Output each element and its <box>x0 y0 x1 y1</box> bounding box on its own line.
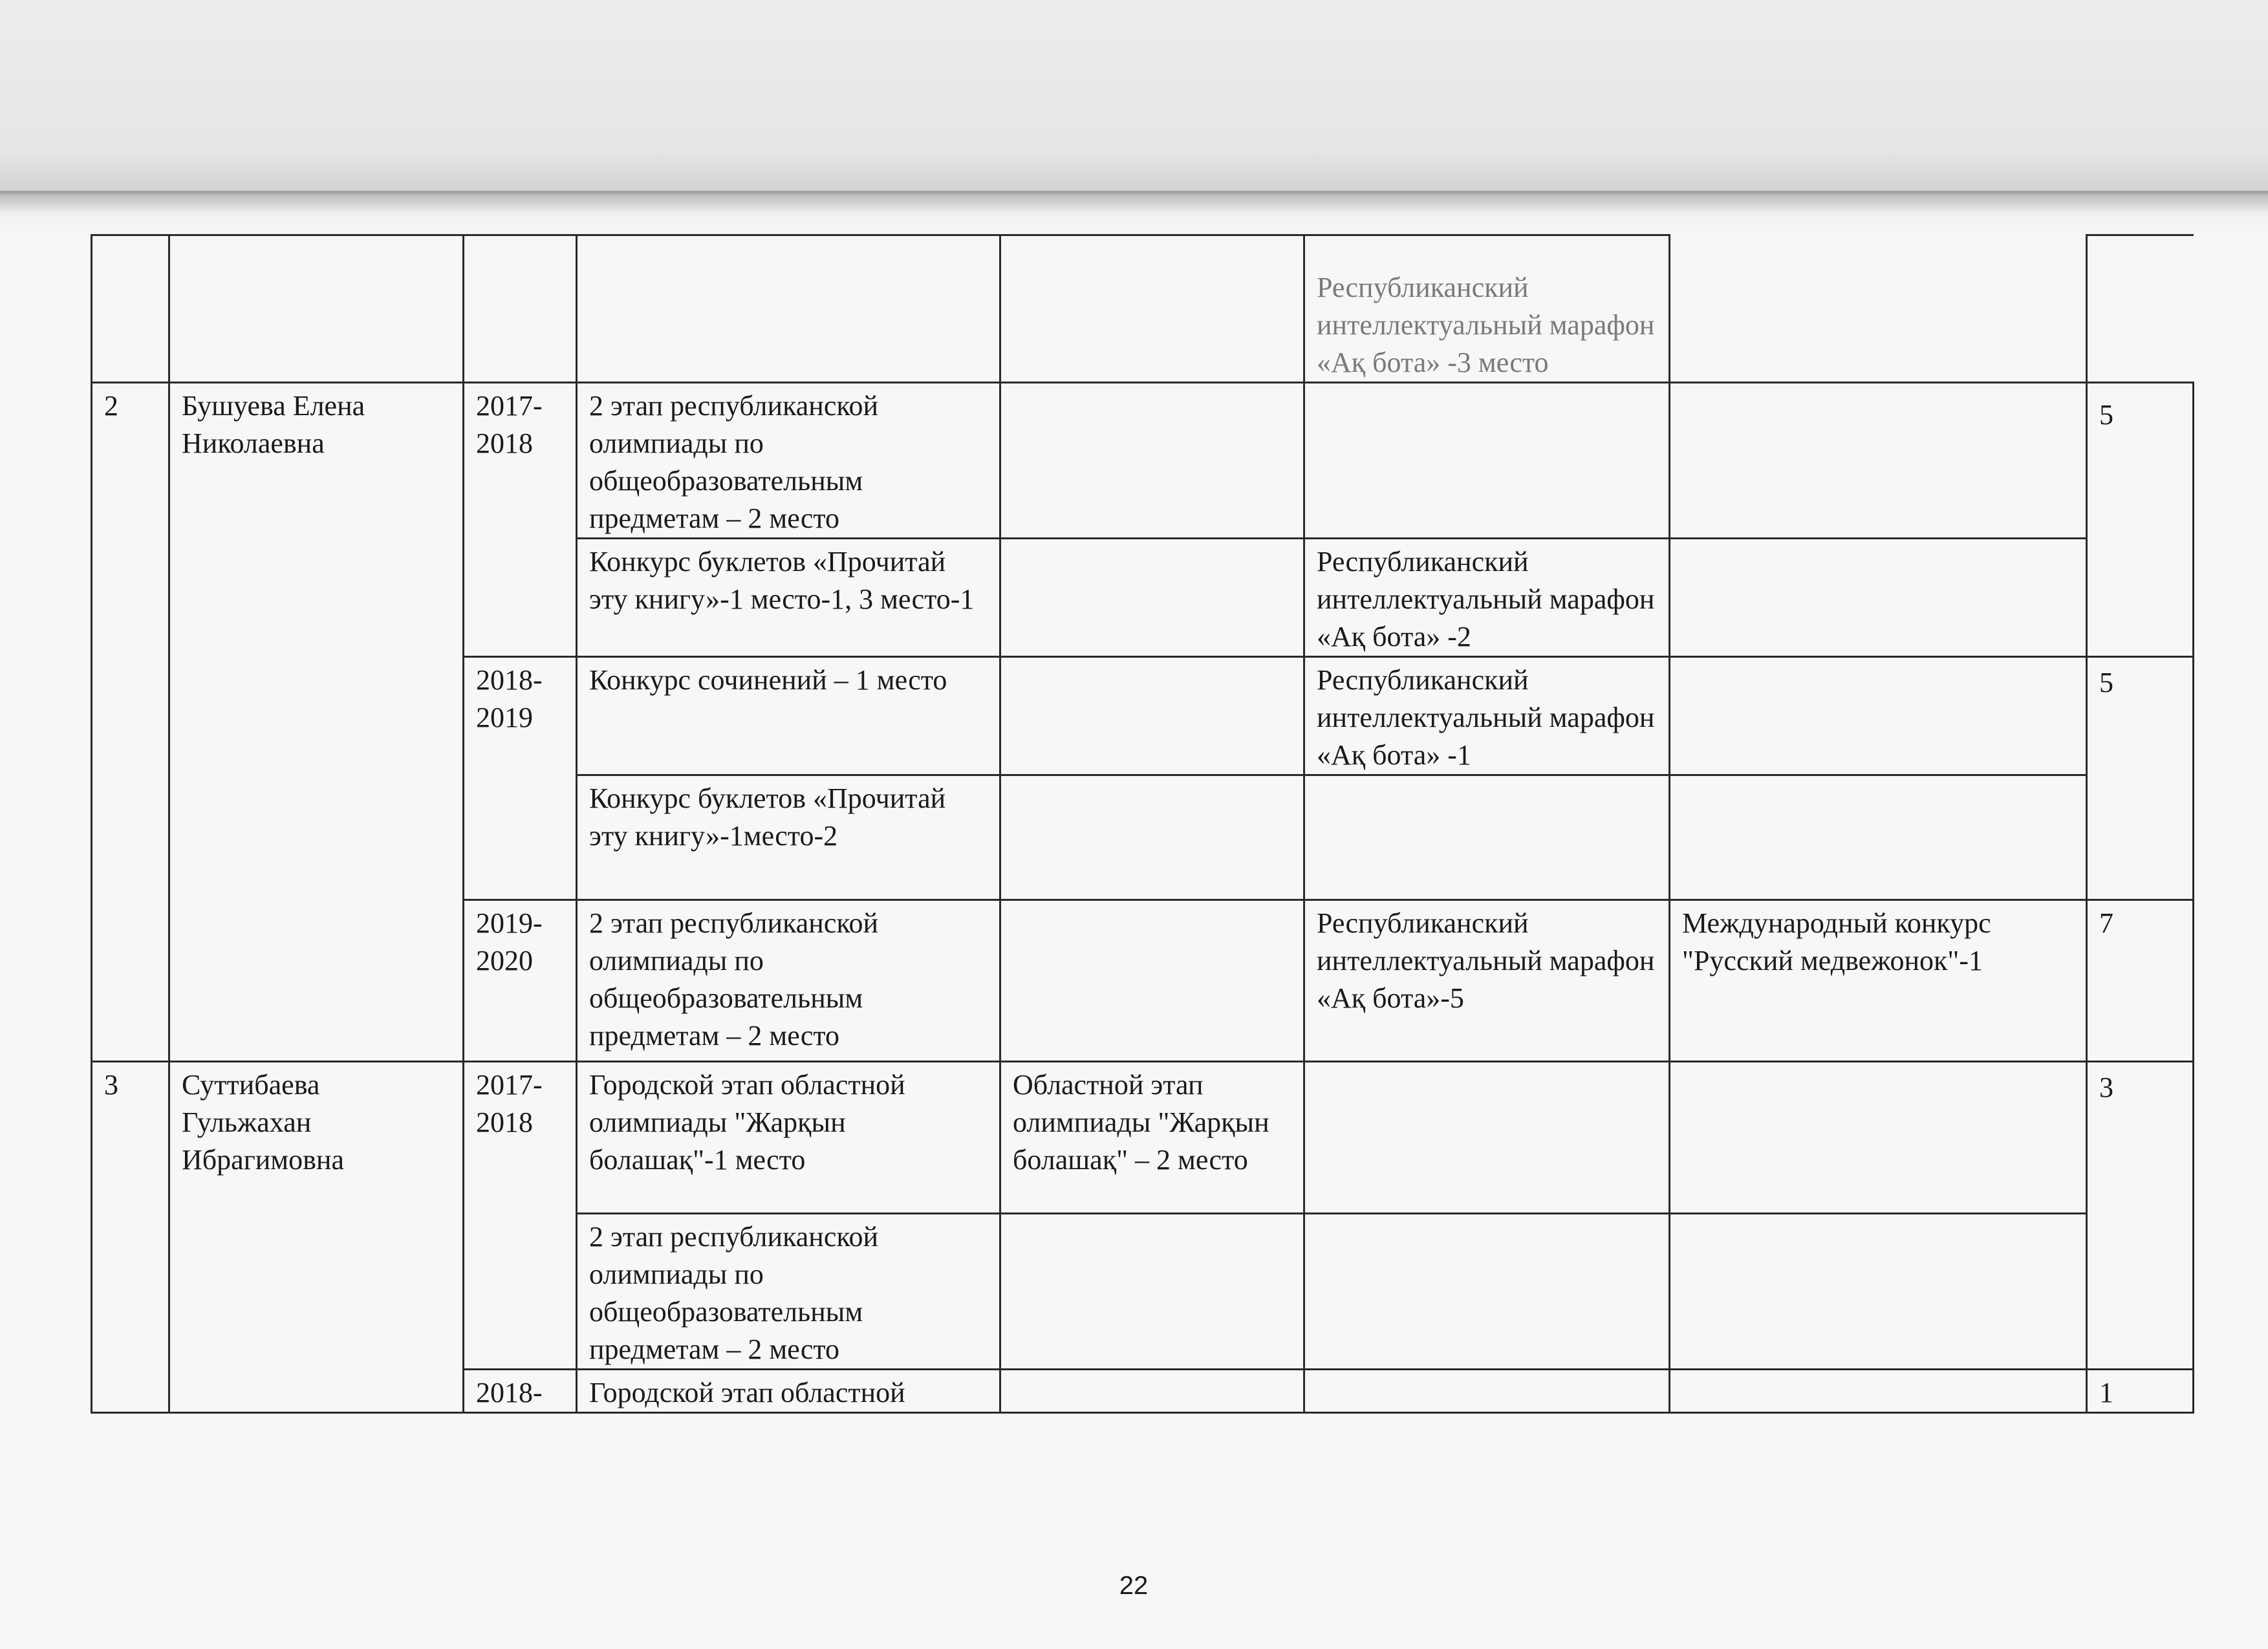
cell-year: 2018- <box>464 1370 577 1413</box>
cell-international <box>1670 235 2087 383</box>
fold-shadow <box>0 191 2268 236</box>
cell-republic: Республиканский интеллектуальный марафон «Ақ бота» -1 <box>1304 657 1670 775</box>
cell-city: Городской этап областной <box>577 1370 1000 1413</box>
achievements-table <box>91 234 2194 1414</box>
cell-region <box>1000 235 1304 383</box>
cell-international <box>1670 775 2087 900</box>
cell-region <box>1000 657 1304 775</box>
table-row <box>92 383 2194 539</box>
cell-region <box>1000 775 1304 900</box>
cell-city: Конкурс сочинений – 1 место <box>577 657 1000 775</box>
cell-name: Бушуева Елена Николаевна <box>169 383 464 1062</box>
cell-year: 2018-2019 <box>464 657 577 900</box>
cell-republic: Республиканский интеллектуальный марафон «Ақ бота»-5 <box>1304 900 1670 1062</box>
cell-republic <box>1304 1214 1670 1370</box>
cell-international <box>1670 539 2087 657</box>
cell-international <box>1670 383 2087 539</box>
cell-republic: Республиканский интеллектуальный марафон «Ақ бота» -3 место <box>1304 235 1670 383</box>
cell-name <box>169 235 464 383</box>
cell-city: Конкурс буклетов «Прочитай эту книгу»-1место-2 <box>577 775 1000 900</box>
cell-total: 3 <box>2087 1062 2194 1370</box>
cell-city: 2 этап республиканской олимпиады по общеобразовательным предметам – 2 место <box>577 383 1000 539</box>
cell-no: 3 <box>92 1062 169 1413</box>
cell-city: Конкурс буклетов «Прочитай эту книгу»-1 место-1, 3 место-1 <box>577 539 1000 657</box>
cell-total: 7 <box>2087 900 2194 1062</box>
cell-year <box>464 235 577 383</box>
cell-total <box>2087 235 2194 383</box>
cell-republic <box>1304 1370 1670 1413</box>
cell-international <box>1670 1370 2087 1413</box>
cell-total: 1 <box>2087 1370 2194 1413</box>
cell-international: Международный конкурс "Русский медвежонок"-1 <box>1670 900 2087 1062</box>
cell-region <box>1000 1370 1304 1413</box>
cell-total: 5 <box>2087 383 2194 657</box>
cell-republic <box>1304 383 1670 539</box>
cell-city: 2 этап республиканской олимпиады по общеобразовательным предметам – 2 место <box>577 1214 1000 1370</box>
cell-city <box>577 235 1000 383</box>
cell-region <box>1000 1214 1304 1370</box>
cell-region <box>1000 539 1304 657</box>
cell-international <box>1670 1062 2087 1214</box>
cell-no: 2 <box>92 383 169 1062</box>
cell-year: 2017-2018 <box>464 1062 577 1370</box>
cell-republic: Республиканский интеллектуальный марафон «Ақ бота» -2 <box>1304 539 1670 657</box>
table-row <box>92 235 2194 383</box>
cell-international <box>1670 1214 2087 1370</box>
cell-city: Городской этап областной олимпиады "Жарқын болашақ"-1 место <box>577 1062 1000 1214</box>
cell-city: 2 этап республиканской олимпиады по общеобразовательным предметам – 2 место <box>577 900 1000 1062</box>
cell-year: 2017-2018 <box>464 383 577 657</box>
cell-republic <box>1304 775 1670 900</box>
table-row <box>92 1062 2194 1214</box>
cell-region <box>1000 383 1304 539</box>
cell-republic <box>1304 1062 1670 1214</box>
cell-name: Суттибаева Гульжахан Ибрагимовна <box>169 1062 464 1413</box>
cell-no <box>92 235 169 383</box>
cell-international <box>1670 657 2087 775</box>
cell-total: 5 <box>2087 657 2194 900</box>
scan-background-top <box>0 0 2268 213</box>
cell-region: Областной этап олимпиады "Жарқын болашақ" – 2 место <box>1000 1062 1304 1214</box>
cell-year: 2019-2020 <box>464 900 577 1062</box>
cell-region <box>1000 900 1304 1062</box>
